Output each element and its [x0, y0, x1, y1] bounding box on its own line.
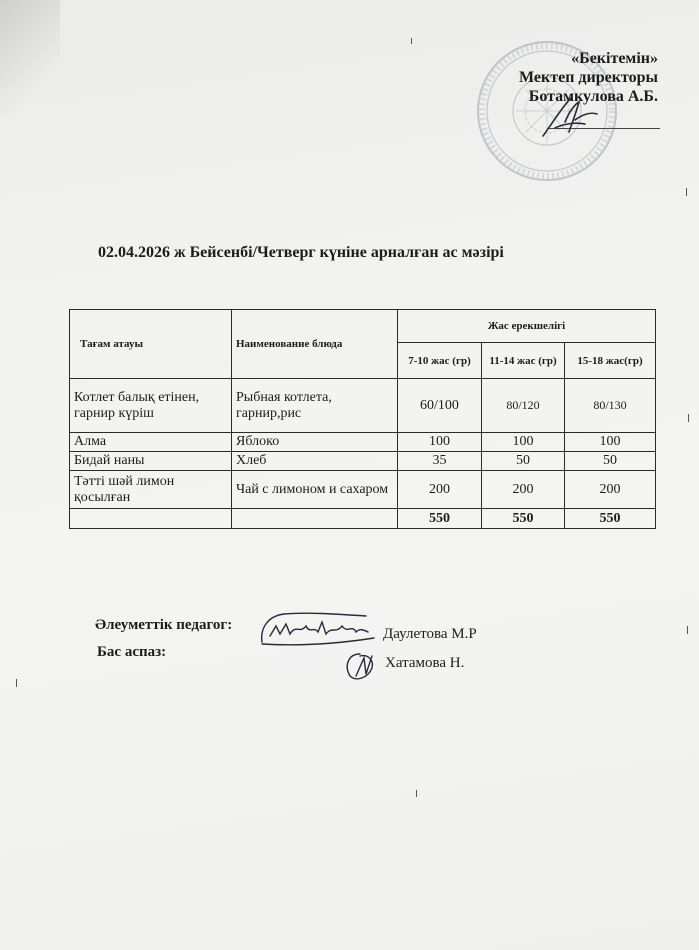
dish-name-kk: Котлет балық етінен, гарнир күріш	[70, 379, 232, 433]
cook-signature	[342, 650, 378, 682]
scan-mark	[688, 414, 689, 422]
menu-table	[69, 309, 656, 529]
total-7-10: 550	[398, 509, 482, 529]
scan-mark	[687, 626, 688, 634]
pedagog-label: Әлеуметтік педагог:	[95, 617, 233, 633]
dish-name-kk: Бидай наны	[70, 452, 232, 471]
header-age-15-18: 15-18 жас(гр)	[565, 343, 656, 379]
header-age-7-10: 7-10 жас (гр)	[398, 343, 482, 379]
paper-shadow	[0, 0, 60, 120]
header-dish-name-kk: Тағам атауы	[70, 310, 232, 379]
dish-name-ru: Чай с лимоном и сахаром	[232, 471, 398, 509]
totals-row	[70, 509, 656, 529]
portion-7-10: 100	[398, 433, 482, 452]
portion-15-18: 100	[565, 433, 656, 452]
menu-title: 02.04.2026 ж Бейсенбі/Четверг күніне арналған ас мәзірі	[98, 244, 504, 261]
header-dish-name-ru: Наименование блюда	[232, 310, 398, 379]
dish-name-ru: Яблоко	[232, 433, 398, 452]
header-age-group: Жас ерекшелігі	[398, 310, 656, 343]
dish-name-kk: Тәтті шәй лимон қосылған	[70, 471, 232, 509]
totals-empty-cell	[70, 509, 232, 529]
scan-mark	[411, 38, 412, 44]
approval-position: Мектеп директоры	[519, 69, 658, 86]
cook-label: Бас аспаз:	[97, 644, 167, 660]
header-age-11-14: 11-14 жас (гр)	[482, 343, 565, 379]
approval-director-name: Ботамкулова А.Б.	[528, 88, 658, 105]
pedagog-signature	[256, 608, 380, 652]
portion-7-10: 60/100	[398, 379, 482, 433]
dish-name-ru: Хлеб	[232, 452, 398, 471]
table-row	[70, 471, 656, 509]
portion-7-10: 35	[398, 452, 482, 471]
portion-15-18: 80/130	[565, 379, 656, 433]
cook-name: Хатамова Н.	[385, 655, 465, 671]
portion-15-18: 50	[565, 452, 656, 471]
portion-11-14: 50	[482, 452, 565, 471]
director-signature	[535, 92, 605, 142]
table-row	[70, 379, 656, 433]
scan-mark	[16, 679, 17, 687]
total-11-14: 550	[482, 509, 565, 529]
dish-name-ru: Рыбная котлета, гарнир,рис	[232, 379, 398, 433]
portion-15-18: 200	[565, 471, 656, 509]
portion-7-10: 200	[398, 471, 482, 509]
pedagog-name: Даулетова М.Р	[383, 626, 477, 642]
portion-11-14: 200	[482, 471, 565, 509]
dish-name-kk: Алма	[70, 433, 232, 452]
totals-empty-cell	[232, 509, 398, 529]
scan-mark	[416, 790, 417, 797]
portion-11-14: 80/120	[482, 379, 565, 433]
approval-heading: «Бекітемін»	[571, 50, 658, 67]
scan-mark	[686, 188, 687, 196]
total-15-18: 550	[565, 509, 656, 529]
portion-11-14: 100	[482, 433, 565, 452]
table-row	[70, 452, 656, 471]
table-row	[70, 433, 656, 452]
